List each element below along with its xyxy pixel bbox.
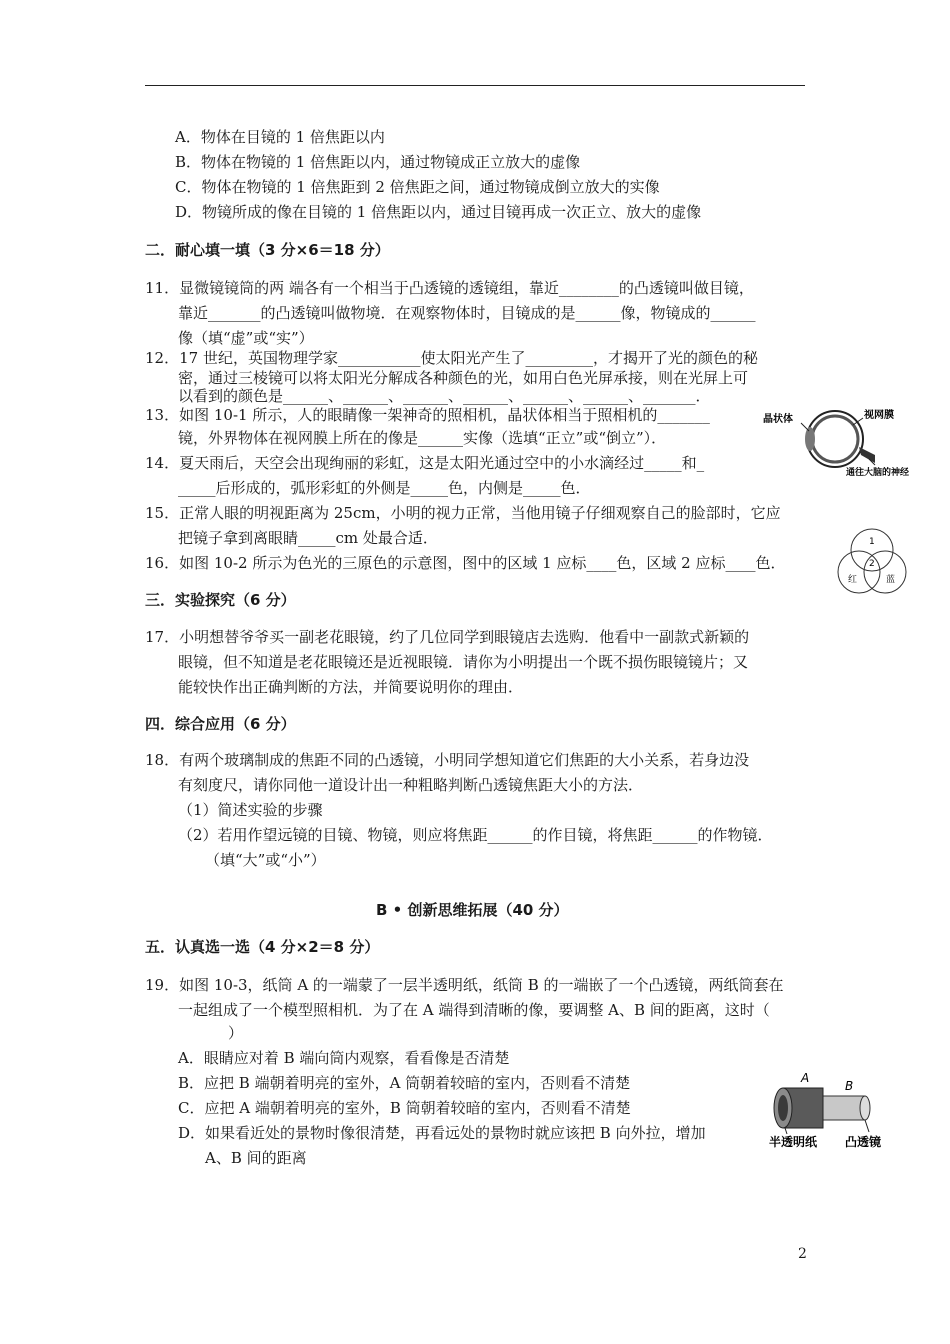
q18-step2-note: （填“大”或“小”） — [205, 851, 326, 869]
section-2-heading: 二．耐心填一填（3 分×6＝18 分） — [145, 241, 390, 259]
paper-pointer — [785, 1128, 787, 1134]
page-number: 2 — [798, 1246, 807, 1262]
lens-shape — [805, 427, 815, 451]
tube-a-opening — [778, 1095, 788, 1121]
q17-line3: 能较快作出正确判断的方法，并简要说明你的理由． — [178, 678, 524, 696]
option-a: A．物体在目镜的 1 倍焦距以内 — [175, 128, 385, 146]
q11-line1: 11．显微镜镜筒的两 端各有一个相当于凸透镜的透镜组，靠近________的凸透镜叫做目镜， — [145, 279, 754, 297]
lens-pointer-b — [865, 1120, 869, 1132]
q19-line1: 19．如图 10-3，纸筒 A 的一端蒙了一层半透明纸，纸筒 B 的一端嵌了一个凸透镜，两纸筒套在 — [145, 976, 784, 994]
convex-lens-label: 凸透镜 — [845, 1135, 882, 1149]
q19-line3: ） — [228, 1024, 244, 1042]
part-b-title: B • 创新思维拓展（40 分） — [376, 901, 569, 919]
region-2-label: 2 — [869, 559, 875, 569]
circle-red — [838, 551, 880, 593]
q19-line2: 一起组成了一个模型照相机．为了在 A 端得到清晰的像，要调整 A、B 间的距离，这时（ — [178, 1001, 770, 1019]
q14-line2: _____后形成的，弧形彩虹的外侧是_____色，内侧是_____色． — [178, 479, 591, 497]
q16: 16．如图 10-2 所示为色光的三原色的示意图，图中的区域 1 应标____色，区域 2 应标____色． — [145, 554, 786, 572]
q18-step1: （1）简述实验的步骤 — [178, 801, 323, 819]
tube-b-label: B — [845, 1079, 854, 1093]
blue-label: 蓝 — [886, 575, 896, 585]
eye-diagram — [763, 403, 918, 483]
q12-line1: 12．17 世纪，英国物理学家___________使太阳光产生了_________，才揭开了光的颜色的秘 — [145, 349, 758, 367]
q19-option-c: C．应把 A 端朝着明亮的室外，B 筒朝着较暗的室内，否则看不清楚 — [178, 1099, 631, 1117]
q17-line1: 17．小明想替爷爷买一副老花眼镜，约了几位同学到眼镜店去选购．他看中一副款式新颖的 — [145, 628, 750, 646]
color-venn-diagram — [832, 522, 912, 602]
q15-line2: 把镜子拿到离眼睛_____cm 处最合适． — [178, 529, 438, 547]
q12-line2: 密，通过三棱镜可以将太阳光分解成各种颜色的光，如用白色光屏承接，则在光屏上可 — [178, 369, 749, 387]
q18-step2: （2）若用作望远镜的目镜、物镜，则应将焦距______的作目镜，将焦距______的作物镜． — [178, 826, 773, 844]
section-5-heading: 五．认真选一选（4 分×2＝8 分） — [145, 938, 380, 956]
section-3-heading: 三．实验探究（6 分） — [145, 591, 296, 609]
q11-line2: 靠近_______的凸透镜叫做物境．在观察物体时，目镜成的是______像，物镜成的______ — [178, 304, 756, 322]
q17-line2: 眼镜，但不知道是老花眼镜还是近视眼镜．请你为小明提出一个既不损伤眼镜镜片；又 — [178, 653, 749, 671]
q14-line1: 14．夏天雨后，天空会出现绚丽的彩虹，这是太阳光通过空中的小水滴经过_____和_ — [145, 454, 705, 472]
region-1-label: 1 — [869, 537, 875, 547]
eyeball-outline — [807, 411, 863, 467]
circle-blue — [864, 551, 906, 593]
lens-label: 晶状体 — [763, 414, 793, 425]
q13-line2: 镜，外界物体在视网膜上所在的像是______实像（选填“正立”或“倒立”）． — [178, 429, 667, 447]
option-d: D．物镜所成的像在目镜的 1 倍焦距以内，通过目镜再成一次正立、放大的虚像 — [175, 203, 702, 221]
option-c: C．物体在物镜的 1 倍焦距到 2 倍焦距之间，通过物镜成倒立放大的实像 — [175, 178, 660, 196]
q19-option-d: D．如果看近处的景物时像很清楚，再看远处的景物时就应该把 B 向外拉，增加 — [178, 1124, 706, 1142]
q19-option-a: A．眼睛应对着 B 端向筒内观察，看看像是否清楚 — [178, 1049, 510, 1067]
q18-line2: 有刻度尺，请你同他一道设计出一种粗略判断凸透镜焦距大小的方法． — [178, 776, 644, 794]
q11-line3: 像（填“虚”或“实”） — [178, 329, 314, 347]
red-label: 红 — [848, 575, 858, 585]
optic-nerve — [859, 447, 875, 463]
header-rule — [145, 85, 805, 86]
paper-label: 半透明纸 — [769, 1135, 818, 1149]
tube-a-label: A — [801, 1071, 810, 1085]
nerve-label: 通往大脑的神经 — [846, 468, 910, 478]
camera-model-diagram — [765, 1070, 895, 1150]
tube-b-end — [860, 1096, 870, 1120]
option-b: B．物体在物镜的 1 倍焦距以内，通过物镜成正立放大的虚像 — [175, 153, 581, 171]
q13-line1: 13．如图 10-1 所示，人的眼睛像一架神奇的照相机，晶状体相当于照相机的_______ — [145, 406, 710, 424]
lens-pointer — [801, 423, 809, 431]
q15-line1: 15．正常人眼的明视距离为 25cm，小明的视力正常，当他用镜子仔细观察自己的脸部时，它应 — [145, 504, 781, 522]
q19-option-b: B．应把 B 端朝着明亮的室外，A 筒朝着较暗的室内，否则看不清楚 — [178, 1074, 631, 1092]
section-4-heading: 四．综合应用（6 分） — [145, 715, 296, 733]
q18-line1: 18．有两个玻璃制成的焦距不同的凸透镜，小明同学想知道它们焦距的大小关系，若身边没 — [145, 751, 750, 769]
q12-line3: 以看到的颜色是______、______、______、______、______、______、_______． — [178, 387, 711, 405]
retina-label: 视网膜 — [864, 410, 894, 421]
q19-option-d-cont: A、B 间的距离 — [205, 1149, 307, 1167]
